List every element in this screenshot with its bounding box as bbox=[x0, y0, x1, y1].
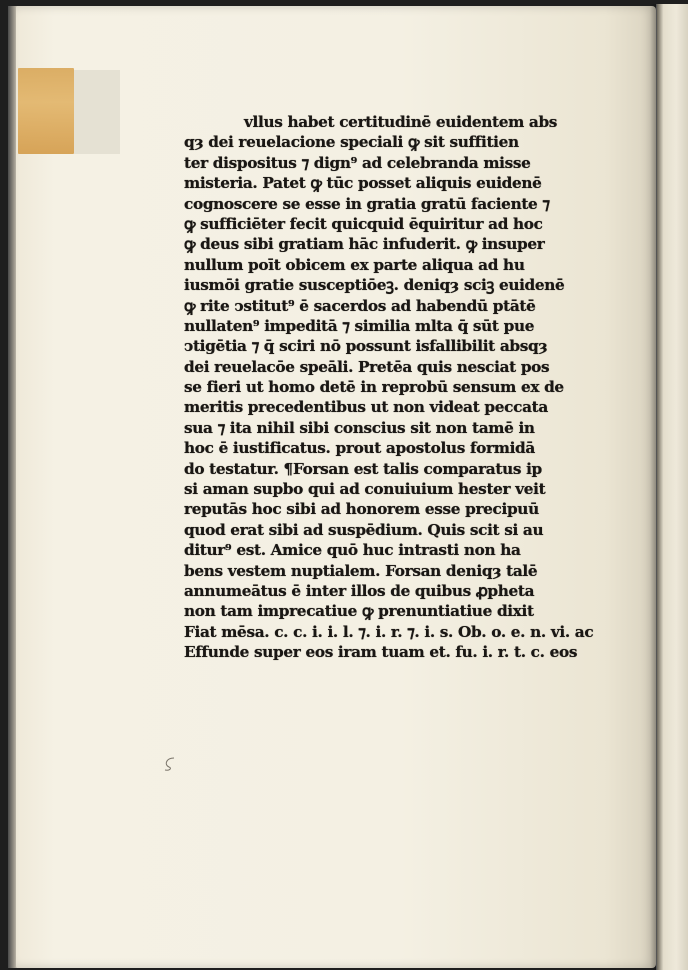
text-line: Effunde super eos iram tuam et. fu. i. r. t. c. eos bbox=[184, 643, 578, 662]
text-line: qȝ dei reuelacione speciali ꝙ sit suffitien bbox=[184, 133, 519, 152]
text-line: dei reuelacōe speāli. Pretēa quis nesciat pos bbox=[184, 357, 550, 376]
pencil-mark-icon bbox=[160, 755, 180, 773]
text-line: ꝙ sufficiēter fecit quicquid ēquiritur ad hoc bbox=[184, 214, 543, 233]
text-line: ꝙ deus sibi gratiam hāc infuderit. ꝙ insuper bbox=[184, 235, 545, 254]
text-line: Fiat mēsa. c. c. i. i. l. ⁊. i. r. ⁊. i. s. Ob. o. e. n. vi. ac bbox=[184, 622, 594, 641]
text-line: iusmōi gratie susceptiōeꝫ. deniqȝ sciꝫ euidenē bbox=[184, 276, 565, 295]
facing-page-edge bbox=[656, 4, 688, 970]
text-line: vllus habet certitudinē euidentem abs bbox=[244, 113, 558, 131]
text-line: reputās hoc sibi ad honorem esse precipuū bbox=[184, 500, 539, 519]
text-line: nullum poīt obicem ex parte aliqua ad hu bbox=[184, 255, 525, 274]
text-line: meritis precedentibus ut non videat peccata bbox=[184, 398, 548, 417]
tape-residue bbox=[74, 70, 120, 154]
text-line: se fieri ut homo detē in reprobū sensum ex de bbox=[184, 378, 564, 397]
text-line: misteria. Patet ꝙ tūc posset aliquis euidenē bbox=[184, 174, 542, 193]
adhesive-tape-strip bbox=[18, 68, 74, 154]
text-line: sua ⁊ ita nihil sibi conscius sit non tamē in bbox=[184, 418, 535, 437]
text-line: si aman supbo qui ad conuiuium hester veit bbox=[184, 480, 546, 499]
text-line: cognoscere se esse in gratia gratū faciente ⁊ bbox=[184, 194, 550, 213]
text-line: bens vestem nuptialem. Forsan deniqȝ talē bbox=[184, 561, 538, 580]
text-line: do testatur. ¶Forsan est talis comparatus ip bbox=[184, 459, 542, 478]
text-line: annumeātus ē inter illos de quibus ꝓpheta bbox=[184, 581, 535, 600]
text-line: ↄtigētia ⁊ q̄ sciri nō possunt isfallibilit absqȝ bbox=[184, 337, 548, 356]
text-line: quod erat sibi ad suspēdium. Quis scit si au bbox=[184, 520, 544, 539]
text-line: nullaten⁹ impeditā ⁊ similia mlta q̄ sūt pue bbox=[184, 316, 535, 335]
text-line: non tam imprecatiue ꝙ prenuntiatiue dixit bbox=[184, 602, 534, 621]
text-block bbox=[184, 112, 604, 663]
text-line: ter dispositus ⁊ dign⁹ ad celebranda misse bbox=[184, 153, 531, 172]
text-line: ditur⁹ est. Amice quō huc intrasti non ha bbox=[184, 541, 521, 560]
text-line: ꝙ rite ↄstitut⁹ ē sacerdos ad habendū ptātē bbox=[184, 296, 536, 315]
text-line: hoc ē iustificatus. prout apostolus formidā bbox=[184, 439, 535, 458]
